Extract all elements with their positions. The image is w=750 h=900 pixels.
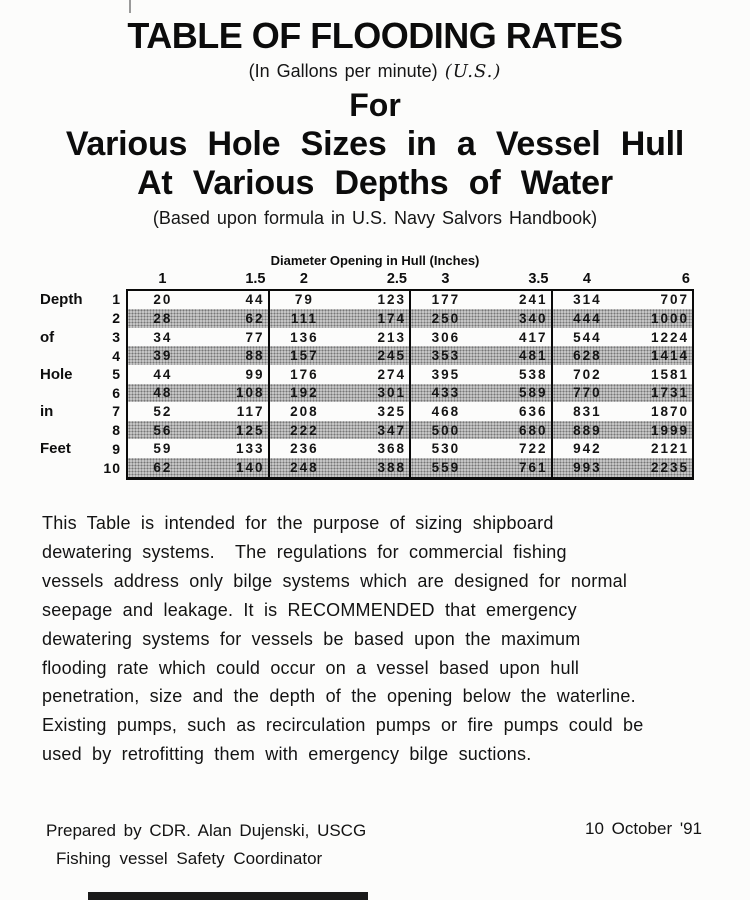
flood-rate-cell: 417 (518, 329, 548, 345)
flood-rate-cell: 250 (410, 309, 481, 328)
flood-rate-cell: 761 (481, 458, 552, 478)
flood-rate-cell: 62 (127, 458, 198, 478)
flood-rate-cell: 245 (339, 346, 410, 365)
flood-rate-cell: 306 (410, 328, 481, 347)
flood-rate-cell: 1224 (622, 328, 693, 347)
row-axis-word: Hole (40, 365, 73, 383)
flood-rate-cell: 942 (552, 439, 623, 458)
source-note: (Based upon formula in U.S. Navy Salvors Handbook) (152, 208, 598, 228)
units-note-text: (In Gallons per minute) (248, 61, 438, 81)
body-paragraph (42, 509, 722, 769)
flood-rate-cell: 77 (245, 329, 265, 345)
prepared-by-block (46, 817, 366, 873)
body-line: seepage and leakage. It is RECOMMENDED that emergency (42, 599, 577, 620)
flood-rate-cell: 274 (377, 366, 406, 382)
row-axis-word (40, 384, 98, 403)
page-title: TABLE OF FLOODING RATES (127, 15, 623, 56)
table-row-depth-9 (40, 439, 693, 458)
flood-rate-cell: 236 (269, 439, 340, 458)
flood-rate-cell: 544 (552, 328, 623, 347)
depth-value: 8 (112, 422, 121, 439)
flood-rate-cell: 993 (552, 458, 623, 478)
depth-value: 6 (112, 384, 121, 401)
flood-rate-cell: 770 (552, 384, 623, 403)
flood-rate-cell: 301 (339, 384, 410, 403)
column-header-3.5: 3.5 (481, 270, 552, 290)
depth-value: 5 (112, 366, 121, 383)
flood-rate-cell: 889 (552, 421, 623, 440)
body-line: used by retrofitting them with emergency bilge suctions. (42, 744, 532, 765)
heading-line1: Various Hole Sizes in a Vessel Hull (65, 125, 685, 163)
flood-rate-cell: 636 (518, 403, 548, 419)
flood-rate-cell: 56 (127, 421, 198, 440)
row-axis-word: Depth (40, 290, 83, 308)
body-line: penetration, size and the depth of the opening below the waterline. (42, 686, 636, 707)
flood-rate-cell: 88 (198, 346, 269, 365)
header-spacer-cell (98, 270, 127, 290)
row-axis-word (40, 346, 98, 365)
depth-value: 3 (112, 329, 121, 346)
flood-rate-cell: 59 (127, 439, 198, 458)
flood-rate-cell: 468 (410, 402, 481, 421)
table-row-depth-5 (40, 365, 693, 384)
prepared-by-line1: Prepared by CDR. Alan Dujenski, USCG (46, 821, 367, 840)
body-line: dewatering systems for vessels be based upon the maximum (42, 628, 581, 649)
column-header-row (40, 270, 693, 290)
flood-rate-cell: 559 (410, 458, 481, 478)
flood-rate-cell: 2235 (622, 458, 693, 478)
flood-rate-cell: 28 (127, 309, 198, 328)
row-axis-word: in (40, 402, 54, 420)
units-qualifier: (U.S.) (444, 61, 502, 82)
flood-rate-cell: 2121 (622, 439, 693, 458)
flood-rate-cell: 48 (127, 384, 198, 403)
flood-rate-cell: 192 (269, 384, 340, 403)
row-axis-word (40, 458, 98, 478)
flood-rate-cell: 52 (127, 402, 198, 421)
flood-rate-cell: 108 (198, 384, 269, 403)
flood-rate-cell: 1999 (622, 421, 693, 440)
depth-value: 4 (112, 347, 121, 364)
flood-rate-cell: 388 (339, 458, 410, 478)
flood-rate-cell: 248 (269, 458, 340, 478)
prepared-by-line2: Fishing vessel Safety Coordinator (56, 849, 323, 868)
flood-rate-cell: 34 (127, 328, 198, 347)
table-row-depth-7 (40, 402, 693, 421)
flood-rate-cell: 213 (377, 329, 406, 345)
flooding-table-section (40, 253, 696, 480)
body-line: dewatering systems. The regulations for commercial fishing (42, 541, 567, 562)
flood-rate-cell: 241 (518, 292, 548, 308)
depth-value: 10 (103, 459, 121, 476)
row-axis-word (40, 421, 98, 440)
flood-rate-cell: 722 (518, 441, 548, 457)
flood-rate-cell: 530 (410, 439, 481, 458)
flood-rate-cell: 481 (481, 346, 552, 365)
flood-rate-cell: 44 (245, 292, 265, 308)
flood-rate-cell: 99 (245, 366, 265, 382)
flood-rate-cell: 117 (236, 403, 265, 419)
flood-rate-cell: 680 (481, 421, 552, 440)
flood-rate-cell: 433 (410, 384, 481, 403)
flood-rate-cell: 62 (198, 309, 269, 328)
flood-rate-cell: 111 (269, 309, 340, 328)
depth-value: 9 (112, 440, 121, 457)
flood-rate-cell: 347 (339, 421, 410, 440)
row-axis-word (40, 309, 98, 328)
title-block (0, 14, 750, 233)
flood-rate-cell: 444 (552, 309, 623, 328)
flood-rate-cell: 707 (622, 290, 693, 310)
body-line: flooding rate which could occur on a vessel based upon hull (42, 657, 580, 678)
flood-rate-cell: 44 (127, 365, 198, 384)
table-row-depth-10 (40, 458, 693, 478)
flood-rate-cell: 314 (552, 290, 623, 310)
flood-rate-cell: 39 (127, 346, 198, 365)
body-line: Existing pumps, such as recirculation pumps or fire pumps could be (42, 715, 644, 736)
header-spacer-cell (40, 270, 98, 290)
flood-rate-cell: 1870 (622, 402, 693, 421)
table-row-depth-6 (40, 384, 693, 403)
row-axis-word: Feet (40, 440, 71, 458)
column-header-2.5: 2.5 (339, 270, 410, 290)
flood-rate-cell: 325 (377, 403, 406, 419)
depth-value: 2 (112, 310, 121, 327)
flood-rate-cell: 125 (198, 421, 269, 440)
body-line: This Table is intended for the purpose of sizing shipboard (42, 513, 554, 533)
flood-rate-cell: 177 (410, 290, 481, 310)
flood-rate-cell: 208 (269, 402, 340, 421)
flood-rate-cell: 589 (481, 384, 552, 403)
flood-rate-cell: 123 (377, 292, 406, 308)
table-row-depth-2 (40, 309, 693, 328)
scan-tick-artifact (129, 0, 131, 13)
flood-rate-cell: 353 (410, 346, 481, 365)
table-row-depth-3 (40, 328, 693, 347)
column-axis-title: Diameter Opening in Hull (Inches) (270, 253, 480, 268)
column-header-4: 4 (552, 270, 623, 290)
date: 10 October '91 (585, 819, 702, 838)
scan-bar-artifact (88, 892, 368, 900)
flood-rate-cell: 20 (127, 290, 198, 310)
row-axis-word: of (40, 328, 55, 346)
table-row-depth-1 (40, 290, 693, 310)
flood-rate-cell: 340 (481, 309, 552, 328)
table-row-depth-8 (40, 421, 693, 440)
flood-rate-cell: 831 (552, 402, 623, 421)
column-header-6: 6 (622, 270, 693, 290)
column-header-2: 2 (269, 270, 340, 290)
flood-rate-cell: 1581 (622, 365, 693, 384)
column-header-1: 1 (127, 270, 198, 290)
flood-rate-cell: 174 (339, 309, 410, 328)
flooding-rates-table (40, 270, 694, 480)
table-row-depth-4 (40, 346, 693, 365)
flood-rate-cell: 176 (269, 365, 340, 384)
footer (46, 817, 710, 873)
flood-rate-cell: 1000 (622, 309, 693, 328)
flood-rate-cell: 1731 (622, 384, 693, 403)
flood-rate-cell: 136 (269, 328, 340, 347)
heading-connector: For (349, 87, 401, 123)
flood-rate-cell: 500 (410, 421, 481, 440)
flood-rate-cell: 79 (269, 290, 340, 310)
flood-rate-cell: 133 (235, 441, 265, 457)
body-line: vessels address only bilge systems which are designed for normal (42, 570, 628, 591)
column-header-3: 3 (410, 270, 481, 290)
flood-rate-cell: 538 (518, 366, 548, 382)
flood-rate-cell: 1414 (622, 346, 693, 365)
flood-rate-cell: 702 (552, 365, 623, 384)
flood-rate-cell: 628 (552, 346, 623, 365)
units-note (0, 58, 750, 85)
flood-rate-cell: 222 (269, 421, 340, 440)
depth-value: 1 (112, 291, 121, 308)
flood-rate-cell: 368 (377, 441, 406, 457)
flood-rate-cell: 395 (410, 365, 481, 384)
flood-rate-cell: 157 (269, 346, 340, 365)
heading-line2: At Various Depths of Water (137, 164, 613, 202)
depth-value: 7 (112, 403, 121, 420)
column-header-1.5: 1.5 (198, 270, 269, 290)
flood-rate-cell: 140 (198, 458, 269, 478)
